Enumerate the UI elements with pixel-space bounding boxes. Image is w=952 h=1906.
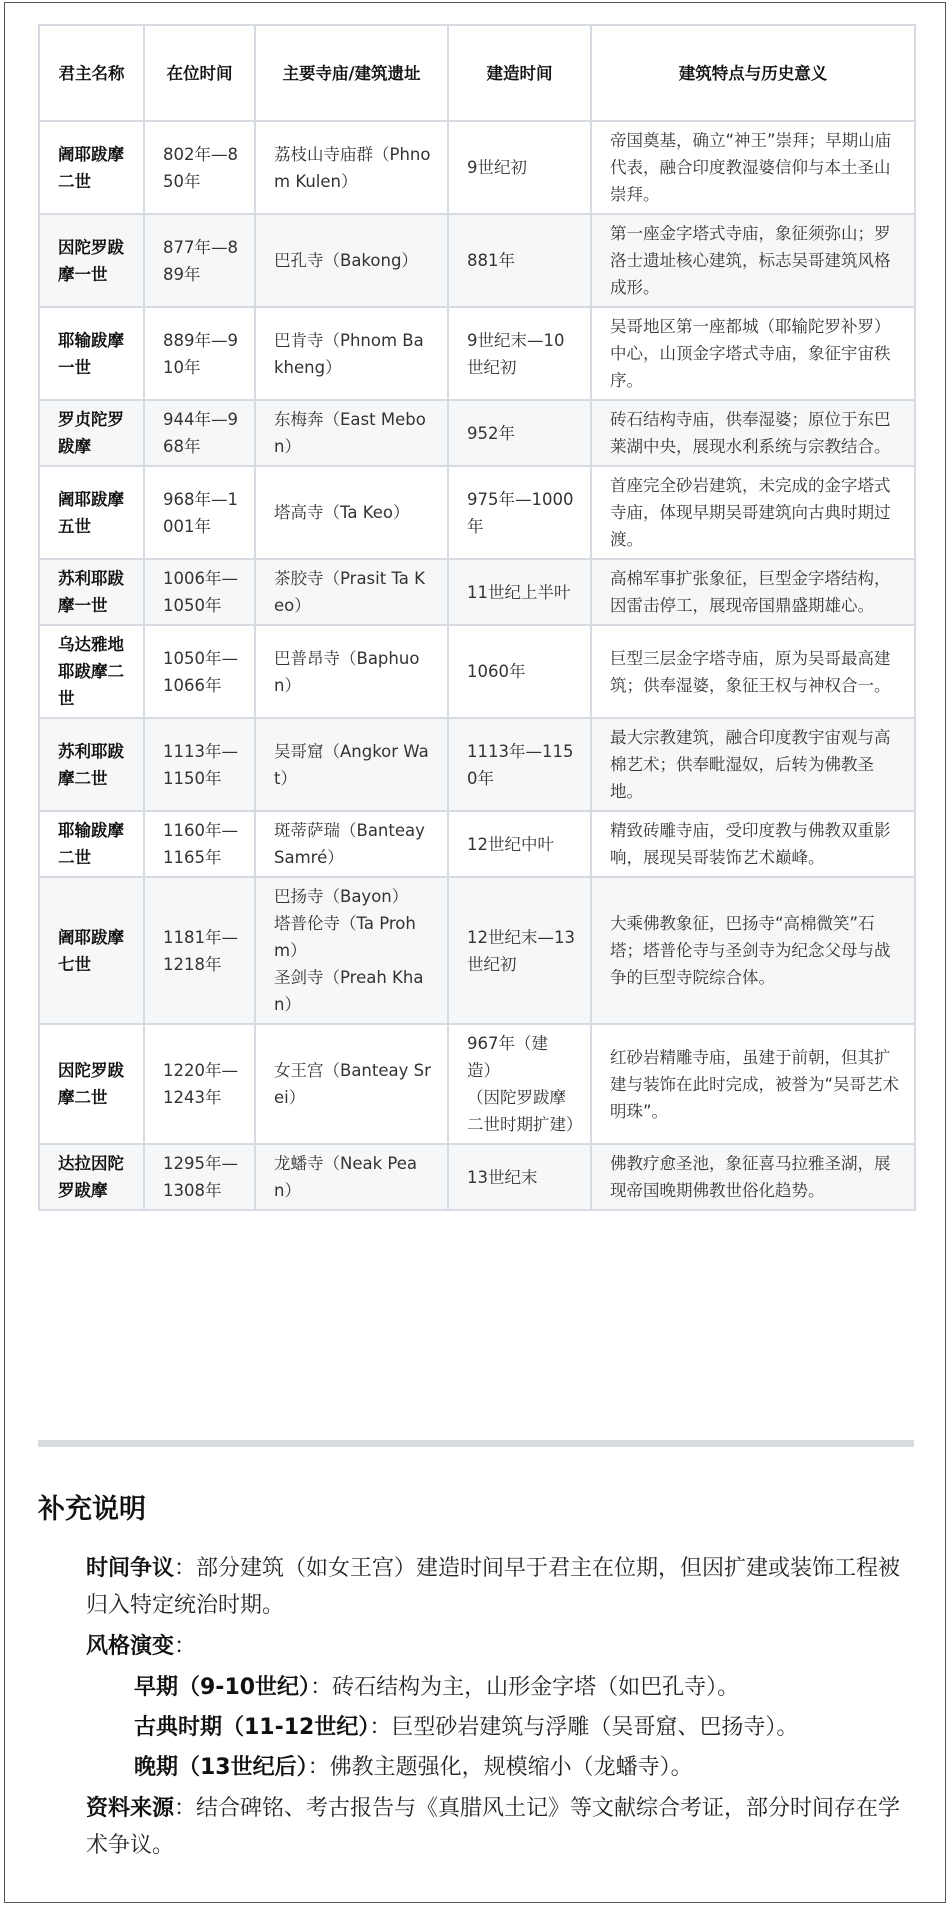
header-king: 君主名称 (39, 25, 144, 121)
notes-cell: 巨型三层金字塔寺庙，原为吴哥最高建筑；供奉湿婆，象征王权与神权合一。 (591, 625, 915, 718)
built-cell: 11世纪上半叶 (448, 559, 591, 625)
reign-cell: 1050年—1066年 (144, 625, 255, 718)
built-cell: 13世纪末 (448, 1144, 591, 1210)
notes-cell: 砖石结构寺庙，供奉湿婆；原位于东巴莱湖中央，展现水利系统与宗教结合。 (591, 400, 915, 466)
table-row (39, 214, 915, 307)
temple-cell: 吴哥窟（Angkor Wat） (255, 718, 448, 811)
table-row (39, 559, 915, 625)
table-header-row (39, 25, 915, 121)
reign-cell: 877年—889年 (144, 214, 255, 307)
table-row (39, 877, 915, 1024)
notes-cell: 佛教疗愈圣池，象征喜马拉雅圣湖，展现帝国晚期佛教世俗化趋势。 (591, 1144, 915, 1210)
notes-cell: 帝国奠基，确立“神王”崇拜；早期山庙代表，融合印度教湿婆信仰与本土圣山崇拜。 (591, 121, 915, 214)
style-item-text: ：砖石结构为主，山形金字塔（如巴孔寺）。 (310, 1675, 740, 1700)
style-item (134, 1669, 916, 1706)
note-style-colon: ： (174, 1634, 197, 1659)
header-reign: 在位时间 (144, 25, 255, 121)
note-time-dispute-label: 时间争议 (86, 1556, 175, 1581)
reign-cell: 1113年—1150年 (144, 718, 255, 811)
reign-cell: 944年—968年 (144, 400, 255, 466)
table-row (39, 1144, 915, 1210)
note-style (86, 1628, 916, 1665)
king-cell: 乌达雅地耶跋摩二世 (39, 625, 144, 718)
table-row (39, 811, 915, 877)
built-cell: 975年—1000年 (448, 466, 591, 559)
supplement-title: 补充说明 (38, 1494, 146, 1525)
table-row (39, 307, 915, 400)
temple-cell: 巴普昂寺（Baphuon） (255, 625, 448, 718)
temple-cell: 塔高寺（Ta Keo） (255, 466, 448, 559)
style-item (134, 1709, 916, 1746)
table-row (39, 121, 915, 214)
header-built: 建造时间 (448, 25, 591, 121)
style-item-label: 晚期（13世纪后） (134, 1755, 308, 1780)
reign-cell: 968年—1001年 (144, 466, 255, 559)
reign-cell: 1160年—1165年 (144, 811, 255, 877)
reign-cell: 802年—850年 (144, 121, 255, 214)
style-item-text: ：巨型砂岩建筑与浮雕（吴哥窟、巴扬寺）。 (369, 1715, 799, 1740)
table-row (39, 400, 915, 466)
note-style-label: 风格演变 (86, 1634, 175, 1659)
king-cell: 阇耶跋摩五世 (39, 466, 144, 559)
king-cell: 因陀罗跋摩一世 (39, 214, 144, 307)
temple-cell: 荔枝山寺庙群（Phnom Kulen） (255, 121, 448, 214)
built-cell: 12世纪末—13世纪初 (448, 877, 591, 1024)
supplement-notes (86, 1550, 916, 1868)
notes-cell: 首座完全砂岩建筑，未完成的金字塔式寺庙，体现早期吴哥建筑向古典时期过渡。 (591, 466, 915, 559)
temple-cell: 巴孔寺（Bakong） (255, 214, 448, 307)
king-cell: 耶输跋摩二世 (39, 811, 144, 877)
king-cell: 耶输跋摩一世 (39, 307, 144, 400)
temple-cell: 斑蒂萨瑞（Banteay Samré） (255, 811, 448, 877)
built-cell: 9世纪末—10世纪初 (448, 307, 591, 400)
temple-cell: 茶胶寺（Prasit Ta Keo） (255, 559, 448, 625)
king-cell: 因陀罗跋摩二世 (39, 1024, 144, 1144)
header-notes: 建筑特点与历史意义 (591, 25, 915, 121)
king-cell: 阇耶跋摩二世 (39, 121, 144, 214)
temple-cell: 巴肯寺（Phnom Bakheng） (255, 307, 448, 400)
built-cell: 9世纪初 (448, 121, 591, 214)
table-row (39, 1024, 915, 1144)
notes-cell: 第一座金字塔式寺庙，象征须弥山；罗洛士遗址核心建筑，标志吴哥建筑风格成形。 (591, 214, 915, 307)
king-cell: 阇耶跋摩七世 (39, 877, 144, 1024)
notes-cell: 红砂岩精雕寺庙，虽建于前朝，但其扩建与装饰在此时完成，被誉为“吴哥艺术明珠”。 (591, 1024, 915, 1144)
king-cell: 苏利耶跋摩二世 (39, 718, 144, 811)
notes-cell: 大乘佛教象征，巴扬寺“高棉微笑”石塔；塔普伦寺与圣剑寺为纪念父母与战争的巨型寺院综合体。 (591, 877, 915, 1024)
notes-cell: 最大宗教建筑，融合印度教宇宙观与高棉艺术；供奉毗湿奴，后转为佛教圣地。 (591, 718, 915, 811)
style-item (134, 1749, 916, 1786)
temple-cell: 巴扬寺（Bayon） 塔普伦寺（Ta Prohm） 圣剑寺（Preah Khan） (255, 877, 448, 1024)
king-cell: 苏利耶跋摩一世 (39, 559, 144, 625)
temple-cell: 东梅奔（East Mebon） (255, 400, 448, 466)
built-cell: 1113年—1150年 (448, 718, 591, 811)
notes-cell: 吴哥地区第一座都城（耶输陀罗补罗）中心，山顶金字塔式寺庙，象征宇宙秩序。 (591, 307, 915, 400)
reign-cell: 1006年—1050年 (144, 559, 255, 625)
note-sources-text: ：结合碑铭、考古报告与《真腊风土记》等文献综合考证，部分时间存在学术争议。 (86, 1796, 901, 1858)
style-item-label: 古典时期（11-12世纪） (134, 1715, 370, 1740)
notes-cell: 高棉军事扩张象征，巨型金字塔结构，因雷击停工，展现帝国鼎盛期雄心。 (591, 559, 915, 625)
table-row (39, 466, 915, 559)
temple-cell: 龙蟠寺（Neak Pean） (255, 1144, 448, 1210)
header-temple: 主要寺庙/建筑遗址 (255, 25, 448, 121)
built-cell: 12世纪中叶 (448, 811, 591, 877)
king-cell: 达拉因陀罗跋摩 (39, 1144, 144, 1210)
reign-cell: 1295年—1308年 (144, 1144, 255, 1210)
note-sources (86, 1790, 916, 1864)
section-divider (38, 1440, 914, 1447)
style-item-text: ：佛教主题强化，规模缩小（龙蟠寺）。 (307, 1755, 693, 1780)
table-row (39, 625, 915, 718)
table-row (39, 718, 915, 811)
style-item-label: 早期（9-10世纪） (134, 1675, 311, 1700)
built-cell: 881年 (448, 214, 591, 307)
built-cell: 952年 (448, 400, 591, 466)
notes-cell: 精致砖雕寺庙，受印度教与佛教双重影响，展现吴哥装饰艺术巅峰。 (591, 811, 915, 877)
note-time-dispute-text: ：部分建筑（如女王宫）建造时间早于君主在位期，但因扩建或装饰工程被归入特定统治时期。 (86, 1556, 901, 1618)
kings-table (38, 24, 916, 1211)
king-cell: 罗贞陀罗跋摩 (39, 400, 144, 466)
reign-cell: 889年—910年 (144, 307, 255, 400)
built-cell: 967年（建造） （因陀罗跋摩二世时期扩建） (448, 1024, 591, 1144)
reign-cell: 1181年—1218年 (144, 877, 255, 1024)
note-sources-label: 资料来源 (86, 1796, 175, 1821)
reign-cell: 1220年—1243年 (144, 1024, 255, 1144)
built-cell: 1060年 (448, 625, 591, 718)
note-time-dispute (86, 1550, 916, 1624)
temple-cell: 女王宫（Banteay Srei） (255, 1024, 448, 1144)
